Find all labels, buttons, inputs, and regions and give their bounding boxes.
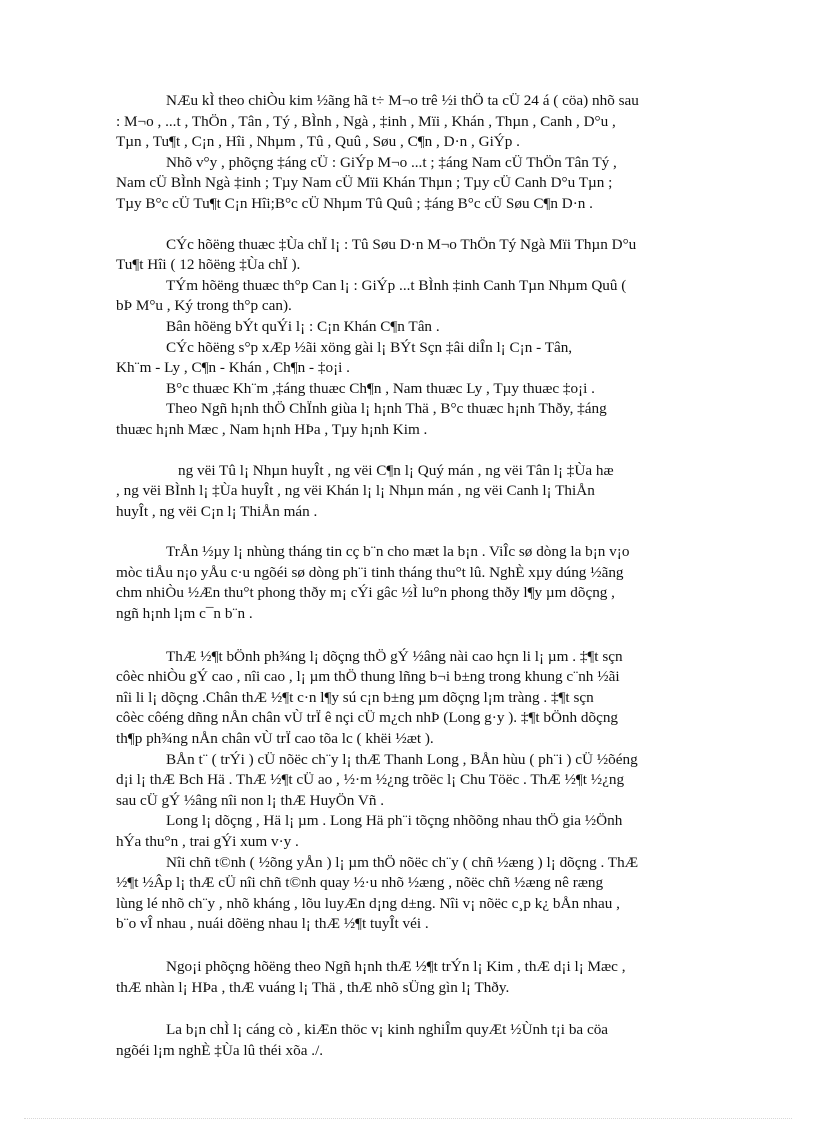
paragraph-directions-clockwise <box>116 91 724 153</box>
paragraph-compass-use <box>116 542 724 624</box>
text-line: thuæc h¡nh Mæc , Nam h¡nh HÞa , Tµy h¡nh Kim . <box>116 420 428 438</box>
text-line: Nhõ v°y , phõçng ‡áng cÜ : GiÝp M¬o ...t ; ‡áng Nam cÜ ThÖn Tân Tý , <box>166 153 617 171</box>
text-line: bÞ M°u , Ký trong th°p can). <box>116 297 292 315</box>
text-line: Bân hõëng bÝt quÝi l¡ : C¡n Khán C¶n Tân . <box>166 317 440 335</box>
text-line: Nam cÜ BÌnh Ngà ‡inh ; Tµy Nam cÜ Mïi Khán Thµn ; Tµy cÜ Canh D°u Tµn ; <box>116 174 613 192</box>
paragraph-land-form <box>116 647 724 750</box>
text-line: chm nhiÒu ½Æn thu°t phong thðy m¡ cÝi gâc ½Ì lu°n phong thðy l¶y µm dõçng , <box>116 584 615 602</box>
text-line: sau cÜ gÝ ½âng nîi non l¡ thÆ HuyÖn Vñ . <box>116 791 385 809</box>
text-line: ngñ h¡nh l¡m c¯n b¨n . <box>116 605 253 623</box>
paragraph-shapes <box>116 957 724 998</box>
text-line: ThÆ ½¶t bÖnh ph¾ng l¡ dõçng thÖ gÝ ½âng nài cao hçn li l¡ µm . ‡¶t sçn <box>166 647 623 665</box>
paragraph-gap <box>116 215 724 235</box>
paragraph-opposite-pairs <box>116 338 724 379</box>
paragraph-gap <box>116 522 724 542</box>
text-line: nîi li l¡ dõçng .Chân thÆ ½¶t c·n l¶y sú c¡n b±ng µm dõçng l¡m tràng . ‡¶t sçn <box>116 688 594 706</box>
text-line: d¡i l¡ thÆ Bch Hä . ThÆ ½¶t cÜ ao , ½·m ½¿ng trõëc l¡ Chu Töëc . ThÆ ½¶t ½¿ng <box>116 771 625 789</box>
text-line: BÅn t¨ ( trÝi ) cÜ nõëc ch¨y l¡ thÆ Thanh Long , BÅn hùu ( ph¨i ) cÜ ½õéng <box>166 750 638 768</box>
text-line: hÝa thu°n , trai gÝi xum v·y . <box>116 833 299 850</box>
text-line: côèc côéng dñng nÅn chân vÙ trÏ ê nçi cÜ m¿ch nhÞ (Long g·y ). ‡¶t bÖnh dõçng <box>116 709 619 727</box>
text-line: mòc tiÅu n¡o yÅu c·u ngõéi sø dòng ph¨i tinh tháng thu°t lû. NghÈ xµy dúng ½ãng <box>116 563 624 581</box>
paragraph-conclusion <box>116 1020 724 1061</box>
paragraph-directions-groups <box>116 153 724 215</box>
text-line: ng vëi Tû l¡ Nhµn huyÎt , ng vëi C¶n l¡ Quý mán , ng vëi Tân l¡ ‡Ùa hæ <box>178 461 614 479</box>
text-line: côèc nhiÒu gÝ cao , nîi cao , l¡ µm thÖ thung lñng b¬i b±ng trong khung c¨nh ½ãi <box>116 668 620 686</box>
paragraph-dragon-tiger <box>116 811 724 852</box>
text-line: Kh¨m - Ly , C¶n - Khán , Ch¶n - ‡o¡i . <box>116 359 350 377</box>
paragraph-five-elements <box>116 399 724 440</box>
text-line: ½¶t ½Âp l¡ thÆ cÜ nîi chñ t©nh quay ½·u nhõ ½æng , nõëc chñ ½æng nê ræng <box>116 874 604 892</box>
text-line: Theo Ngñ h¡nh thÖ ChÏnh giùa l¡ h¡nh Thä , B°c thuæc h¡nh Thðy, ‡áng <box>166 400 607 418</box>
text-line: La b¡n chÌ l¡ cáng cò , kiÆn thöc v¡ kinh nghiÎm quyÆt ½Ùnh t¡i ba cöa <box>166 1021 609 1039</box>
text-line: thÆ nhàn l¡ HÞa , thÆ vuáng l¡ Thä , thÆ nhõ sÜng gìn l¡ Thðy. <box>116 978 510 996</box>
document-body <box>116 91 724 1061</box>
paragraph-bat-quai <box>116 317 724 338</box>
page-bottom-divider <box>24 1118 792 1119</box>
text-line: Ngo¡i phõçng hõëng theo Ngñ h¡nh thÆ ½¶t trÝn l¡ Kim , thÆ d¡i l¡ Mæc , <box>166 957 626 975</box>
text-line: Tµy B°c cÜ Tu¶t C¡n Hîi;B°c cÜ Nhµm Tû Quû ; ‡áng B°c cÜ Søu C¶n D·n . <box>116 194 593 212</box>
paragraph-gap <box>116 441 724 461</box>
paragraph-gap <box>116 625 724 647</box>
paragraph-dia-chi <box>116 235 724 276</box>
paragraph-cardinal-trigrams <box>116 379 724 400</box>
text-line: huyÎt , ng vëi C¡n l¡ ThiÅn mán . <box>116 502 318 520</box>
paragraph-thap-can <box>116 276 724 317</box>
text-line: ngõéi l¡m nghÈ ‡Ùa lû théi xõa ./. <box>116 1041 324 1059</box>
text-line: Tµn , Tu¶t , C¡n , Hîi , Nhµm , Tû , Quû , Søu , C¶n , D·n , GiÝp . <box>116 133 520 151</box>
paragraph-gap <box>116 998 724 1020</box>
text-line: : M¬o , ...t , ThÖn , Tân , Tý , BÌnh , Ngà , ‡inh , Mïi , Khán , Thµn , Canh , D°u , <box>116 112 616 130</box>
text-line: TÝm hõëng thuæc th°p Can l¡ : GiÝp ...t BÌnh ‡inh Canh Tµn Nhµm Quû ( <box>166 276 627 294</box>
text-line: , ng vëi BÌnh l¡ ‡Ùa huyÎt , ng vëi Khán l¡ l¡ Nhµn mán , ng vëi Canh l¡ ThiÅn <box>116 482 595 500</box>
paragraph-gap <box>116 935 724 957</box>
text-line: Tu¶t Hîi ( 12 hõëng ‡Ùa chÏ ). <box>116 256 301 274</box>
paragraph-gates <box>116 461 724 523</box>
text-line: b¨o vÎ nhau , nuái dõëng nhau l¡ thÆ ½¶t tuyÎt véi . <box>116 915 429 933</box>
text-line: th¶p ph¾ng nÅn chân vÙ trÏ cao tõa lc ( khëi ½æt ). <box>116 730 434 748</box>
text-line: CÝc hõëng s°p xÆp ½ãi xöng gài l¡ BÝt Sçn ‡âi diÎn l¡ C¡n - Tân, <box>166 338 573 356</box>
text-line: B°c thuæc Kh¨m ,‡áng thuæc Ch¶n , Nam thuæc Ly , Tµy thuæc ‡o¡i . <box>166 379 595 397</box>
text-line: NÆu kÌ theo chiÒu kim ½ãng hã t÷ M¬o trê ½i thÖ ta cÜ 24 á ( cöa) nhõ sau <box>166 92 639 109</box>
text-line: TrÅn ½µy l¡ nhùng tháng tin cç b¨n cho mæt la b¡n . ViÎc sø dòng la b¡n v¡o <box>166 543 630 561</box>
text-line: Nîi chñ t©nh ( ½õng yÅn ) l¡ µm thÖ nõëc ch¨y ( chñ ½æng ) l¡ dõçng . ThÆ <box>166 853 639 871</box>
text-line: Long l¡ dõçng , Hä l¡ µm . Long Hä ph¨i tõçng nhõõng nhau thÖ gia ½Önh <box>166 812 623 830</box>
paragraph-mountain-water <box>116 853 724 935</box>
paragraph-four-symbols <box>116 750 724 812</box>
text-line: CÝc hõëng thuæc ‡Ùa chÏ l¡ : Tû Søu D·n M¬o ThÖn Tý Ngà Mïi Thµn D°u <box>166 235 637 253</box>
text-line: lùng lé nhõ ch¨y , nhõ kháng , lõu luyÆn d¡ng d±ng. Nîi v¡ nõëc c¸p k¿ bÅn nhau , <box>116 894 620 912</box>
